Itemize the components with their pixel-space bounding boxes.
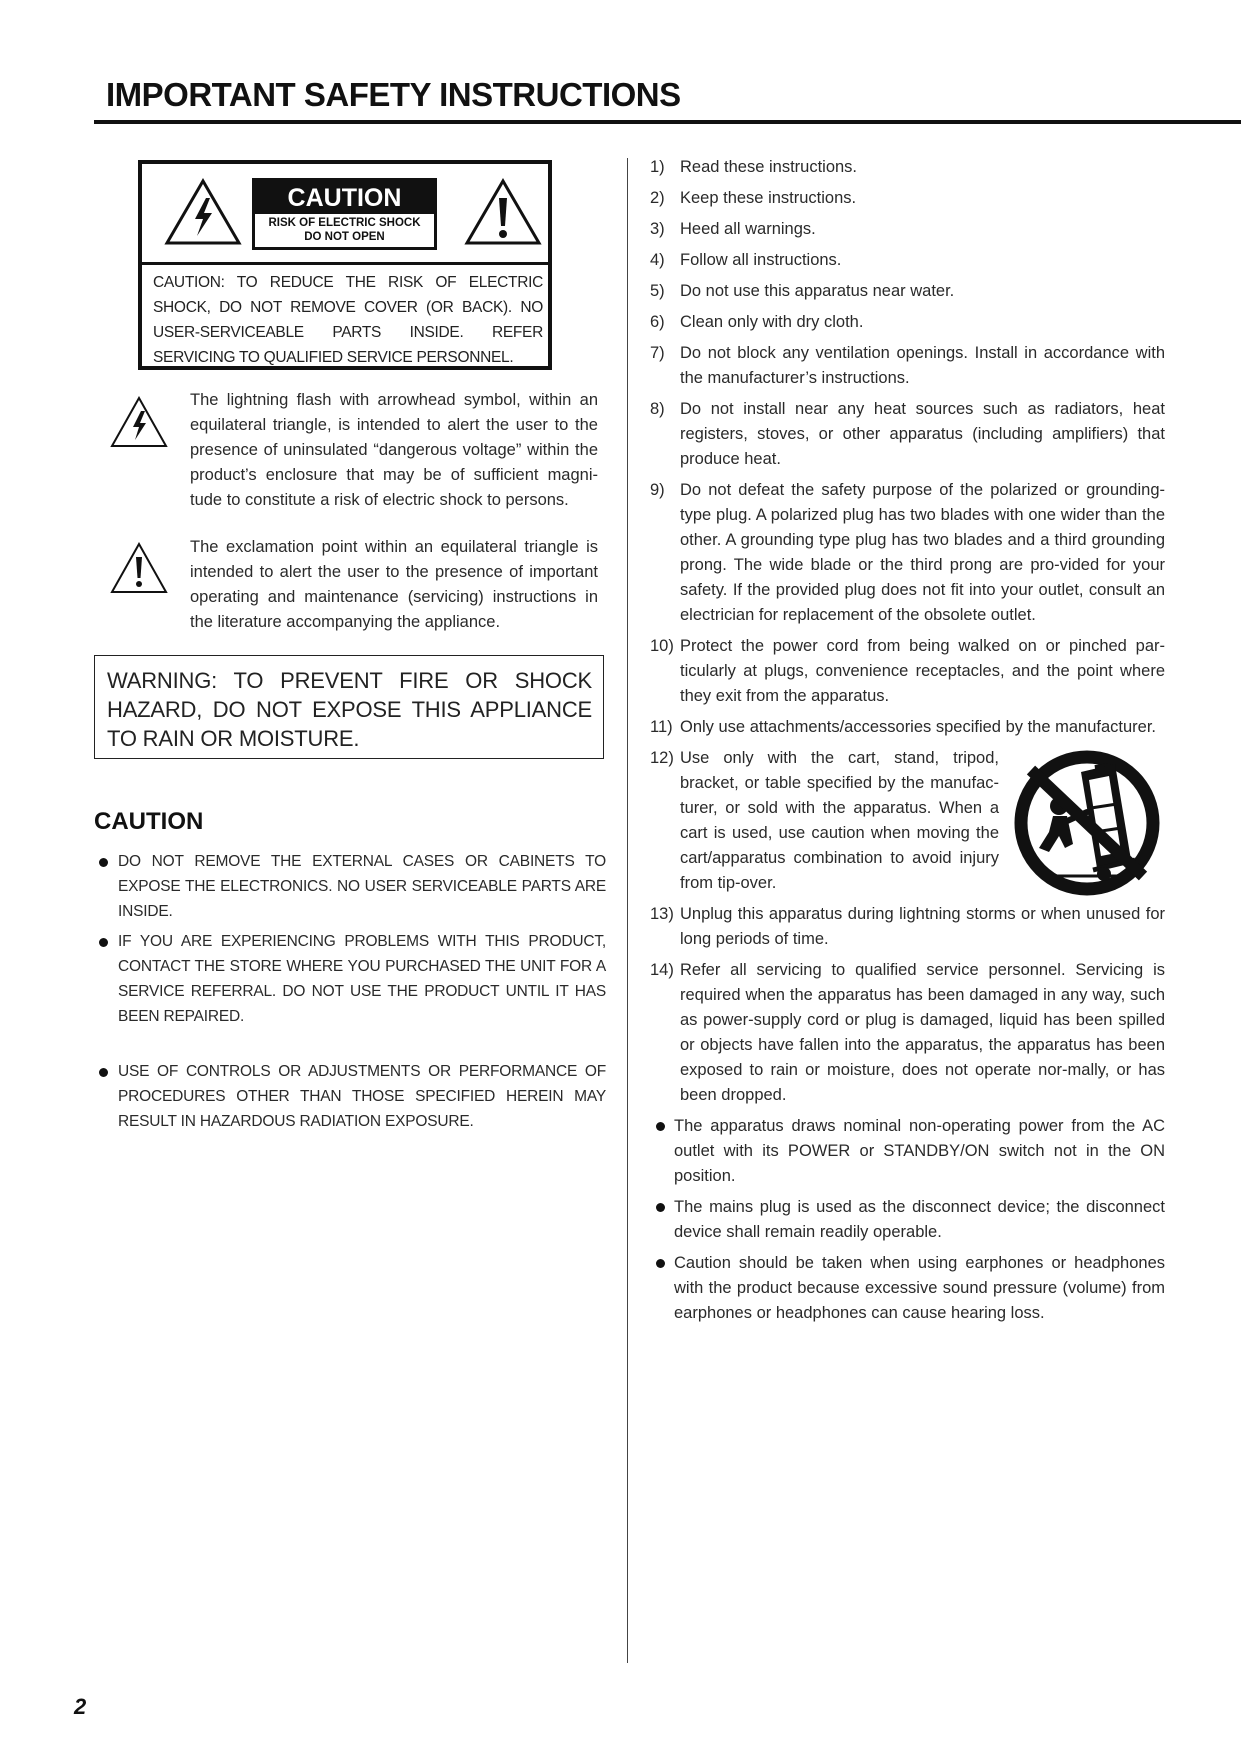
exclamation-symbol-description: The exclamation point within an equilateral triangle is intended to alert the user to the presence of important operating and maintenance (servicing) instructions in the literature accompanying the appliance.: [190, 538, 598, 631]
instruction-number: 8): [650, 400, 665, 418]
instruction-number: 11): [650, 718, 673, 736]
caution-label-subtitle: [255, 216, 434, 244]
column-divider: [627, 158, 628, 1663]
caution-item-text: USE OF CONTROLS OR ADJUSTMENTS OR PERFORMANCE OF PROCEDURES OTHER THAN THOSE SPECIFIED HEREIN MAY RESULT IN HAZARDOUS RADIATION EXPOSURE.: [118, 1063, 606, 1130]
instruction-text: Use only with the cart, stand, tripod, bracket, or table specified by the manufac-turer, or sold with the apparatus. When a cart is used, use caution when moving the cart/apparatus combination to avoid injury from tip-over.: [680, 749, 999, 892]
instruction-text: Keep these instructions.: [680, 189, 857, 207]
instruction-text: Refer all servicing to qualified service personnel. Servicing is required when the apparatus has been damaged in any way, such as power-supply cord or plug is damaged, liquid has been spilled or objects have fallen into the apparatus, the apparatus has been exposed to rain or moisture, does not operate nor-mally, or has been dropped.: [680, 961, 1165, 1104]
bullet-icon: [656, 1203, 665, 1212]
instruction-item: [650, 217, 1165, 242]
note-item: [650, 1195, 1165, 1245]
warning-box: [94, 655, 604, 759]
instruction-number: 2): [650, 189, 665, 207]
instruction-item: [650, 155, 1165, 180]
instruction-text: Do not defeat the safety purpose of the polarized or grounding-type plug. A polarized plug has two blades with one wider than the other. A grounding type plug has two blades and a third grounding prong. The wide blade or the third prong are pro-vided for your safety. If the provided plug does not fit into your outlet, consult an electrician for replacement of the obsolete outlet.: [680, 481, 1165, 624]
instruction-number: 5): [650, 282, 665, 300]
instruction-item: [650, 715, 1165, 740]
note-item: [650, 1114, 1165, 1189]
caution-label-title: CAUTION: [255, 181, 434, 214]
caution-label-box: [138, 160, 552, 370]
caution-item-text: DO NOT REMOVE THE EXTERNAL CASES OR CABINETS TO EXPOSE THE ELECTRONICS. NO USER SERVICEABLE PARTS ARE INSIDE.: [118, 853, 606, 920]
note-text: The apparatus draws nominal non-operating power from the AC outlet with its POWER or STANDBY/ON switch not in the ON position.: [674, 1117, 1165, 1185]
safety-instructions-list: [650, 155, 1165, 1108]
bullet-icon: [656, 1259, 665, 1268]
exclamation-warning-icon: [464, 178, 542, 246]
instruction-text: Clean only with dry cloth.: [680, 313, 864, 331]
caution-heading: CAUTION: [94, 808, 204, 835]
instruction-number: 3): [650, 220, 665, 238]
instruction-text: Do not block any ventilation openings. Install in accordance with the manufacturer’s instructions.: [680, 344, 1165, 387]
lightning-triangle-icon: [110, 396, 168, 448]
instruction-text: Heed all warnings.: [680, 220, 816, 238]
instruction-item: [650, 186, 1165, 211]
cart-tip-over-warning-icon: [1009, 748, 1165, 898]
title-rule: [94, 120, 1241, 124]
caution-subtitle-line2: DO NOT OPEN: [304, 231, 385, 243]
instruction-item: [650, 478, 1165, 628]
instruction-item: [650, 397, 1165, 472]
instruction-text: Do not use this apparatus near water.: [680, 282, 955, 300]
bullet-icon: [99, 858, 108, 867]
instruction-number: 9): [650, 481, 665, 499]
instruction-number: 10): [650, 637, 674, 655]
bullet-icon: [99, 938, 108, 947]
instruction-number: 4): [650, 251, 665, 269]
instruction-text: Unplug this apparatus during lightning storms or when unused for long periods of time.: [680, 905, 1165, 948]
instruction-item: [650, 310, 1165, 335]
exclamation-triangle-icon: [110, 542, 168, 594]
instruction-text: Read these instructions.: [680, 158, 858, 176]
instruction-item: [650, 248, 1165, 273]
caution-subtitle-line1: RISK OF ELECTRIC SHOCK: [268, 217, 421, 229]
lightning-symbol-description: The lightning flash with arrowhead symbol, within an equilateral triangle, is intended to alert the user to the presence of uninsulated “dangerous voltage” within the product’s enclosure that may be of sufficient magni-tude to constitute a risk of electric shock to persons.: [190, 391, 598, 509]
bullet-icon: [99, 1068, 108, 1077]
instruction-number: 7): [650, 344, 665, 362]
instruction-text: Do not install near any heat sources such as radiators, heat registers, stoves, or other apparatus (including amplifiers) that produce heat.: [680, 400, 1165, 468]
page-number: 2: [74, 1694, 87, 1719]
instruction-item: [650, 341, 1165, 391]
instruction-text: Protect the power cord from being walked on or pinched par-ticularly at plugs, convenience receptacles, and the point where they exit from the apparatus.: [680, 637, 1165, 705]
instruction-number: 13): [650, 905, 674, 923]
instruction-number: 1): [650, 158, 665, 176]
instruction-text: Follow all instructions.: [680, 251, 842, 269]
instruction-item: [650, 902, 1165, 952]
note-item: [650, 1251, 1165, 1326]
instruction-item: [650, 746, 1165, 896]
bullet-icon: [656, 1122, 665, 1131]
page-title: IMPORTANT SAFETY INSTRUCTIONS: [106, 76, 681, 113]
instruction-item: [650, 279, 1165, 304]
notes-list: [650, 1114, 1165, 1326]
right-column: [650, 155, 1165, 1332]
instruction-item: [650, 634, 1165, 709]
caution-box-text: CAUTION: TO REDUCE THE RISK OF ELECTRIC SHOCK, DO NOT REMOVE COVER (OR BACK). NO USER-SERVICEABLE PARTS INSIDE. REFER SERVICING TO QUALIFIED SERVICE PERSONNEL.: [153, 274, 543, 366]
caution-banner: [142, 164, 548, 265]
instruction-text: Only use attachments/accessories specified by the manufacturer.: [680, 718, 1156, 736]
caution-label: [252, 178, 437, 250]
instruction-number: 12): [650, 749, 674, 767]
warning-text: WARNING: TO PREVENT FIRE OR SHOCK HAZARD, DO NOT EXPOSE THIS APPLIANCE TO RAIN OR MOISTURE.: [107, 668, 592, 751]
instruction-number: 6): [650, 313, 665, 331]
note-text: Caution should be taken when using earphones or headphones with the product because excessive sound pressure (volume) from earphones or headphones can cause hearing loss.: [674, 1254, 1165, 1322]
instruction-item: [650, 958, 1165, 1108]
instruction-number: 14): [650, 961, 674, 979]
lightning-warning-icon: [164, 178, 242, 246]
caution-item-text: IF YOU ARE EXPERIENCING PROBLEMS WITH THIS PRODUCT, CONTACT THE STORE WHERE YOU PURCHASED THE UNIT FOR A SERVICE REFERRAL. DO NOT USE THE PRODUCT UNTIL IT HAS BEEN REPAIRED.: [118, 933, 606, 1025]
note-text: The mains plug is used as the disconnect device; the disconnect device shall remain readily operable.: [674, 1198, 1165, 1241]
